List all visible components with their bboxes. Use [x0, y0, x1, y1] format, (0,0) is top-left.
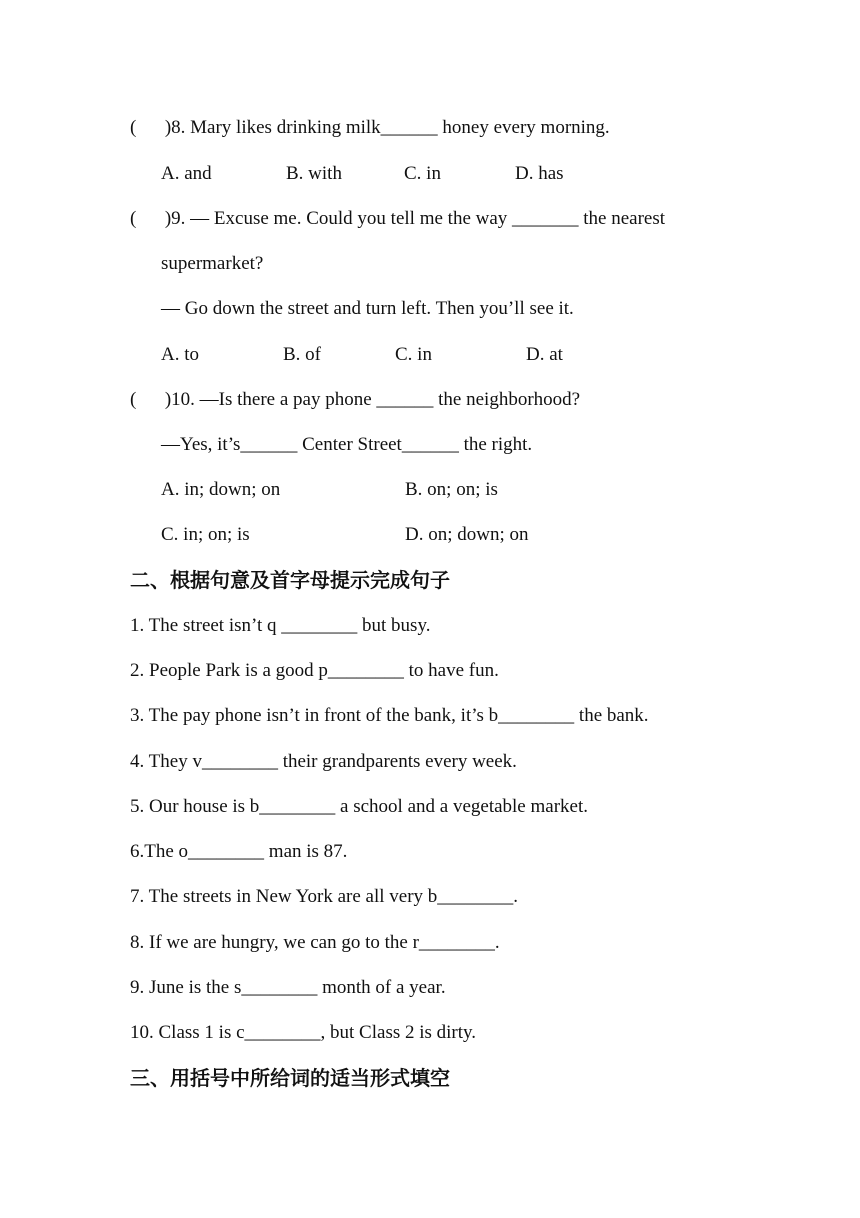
- question-9-option-d: D. at: [526, 344, 563, 365]
- question-10-stem: ( )10. —Is there a pay phone ______ the neighborhood?: [130, 389, 581, 410]
- section-2-item-1: 1. The street isn’t q ________ but busy.: [130, 615, 431, 636]
- question-8-stem: ( )8. Mary likes drinking milk______ honey every morning.: [130, 117, 610, 138]
- question-9-option-b: B. of: [283, 344, 321, 365]
- section-2-item-3: 3. The pay phone isn’t in front of the bank, it’s b________ the bank.: [130, 705, 649, 726]
- section-2-item-5: 5. Our house is b________ a school and a vegetable market.: [130, 796, 588, 817]
- section-3-heading: 三、用括号中所给词的适当形式填空: [130, 1066, 450, 1090]
- section-2-item-8: 8. If we are hungry, we can go to the r________.: [130, 932, 500, 953]
- question-9-stem-continued: supermarket?: [161, 253, 264, 274]
- section-2-item-4: 4. They v________ their grandparents every week.: [130, 751, 517, 772]
- section-2-item-9: 9. June is the s________ month of a year.: [130, 977, 446, 998]
- question-9-answer-line: — Go down the street and turn left. Then you’ll see it.: [161, 298, 574, 319]
- section-2-item-6: 6.The o________ man is 87.: [130, 841, 348, 862]
- question-10-answer-line: —Yes, it’s______ Center Street______ the right.: [161, 434, 533, 455]
- section-2-heading: 二、根据句意及首字母提示完成句子: [130, 568, 450, 592]
- question-10-option-a: A. in; down; on: [161, 479, 281, 500]
- question-9-stem: ( )9. — Excuse me. Could you tell me the way _______ the nearest: [130, 208, 666, 229]
- question-10-option-d: D. on; down; on: [405, 524, 529, 545]
- question-8-option-b: B. with: [286, 163, 342, 184]
- question-8-option-a: A. and: [161, 163, 212, 184]
- question-8-option-d: D. has: [515, 163, 564, 184]
- question-10-option-c: C. in; on; is: [161, 524, 250, 545]
- section-2-item-2: 2. People Park is a good p________ to have fun.: [130, 660, 499, 681]
- question-9-option-c: C. in: [395, 344, 432, 365]
- question-10-option-b: B. on; on; is: [405, 479, 498, 500]
- section-2-item-7: 7. The streets in New York are all very b________.: [130, 886, 519, 907]
- question-9-option-a: A. to: [161, 344, 199, 365]
- section-2-item-10: 10. Class 1 is c________, but Class 2 is dirty.: [130, 1022, 477, 1043]
- question-8-option-c: C. in: [404, 163, 441, 184]
